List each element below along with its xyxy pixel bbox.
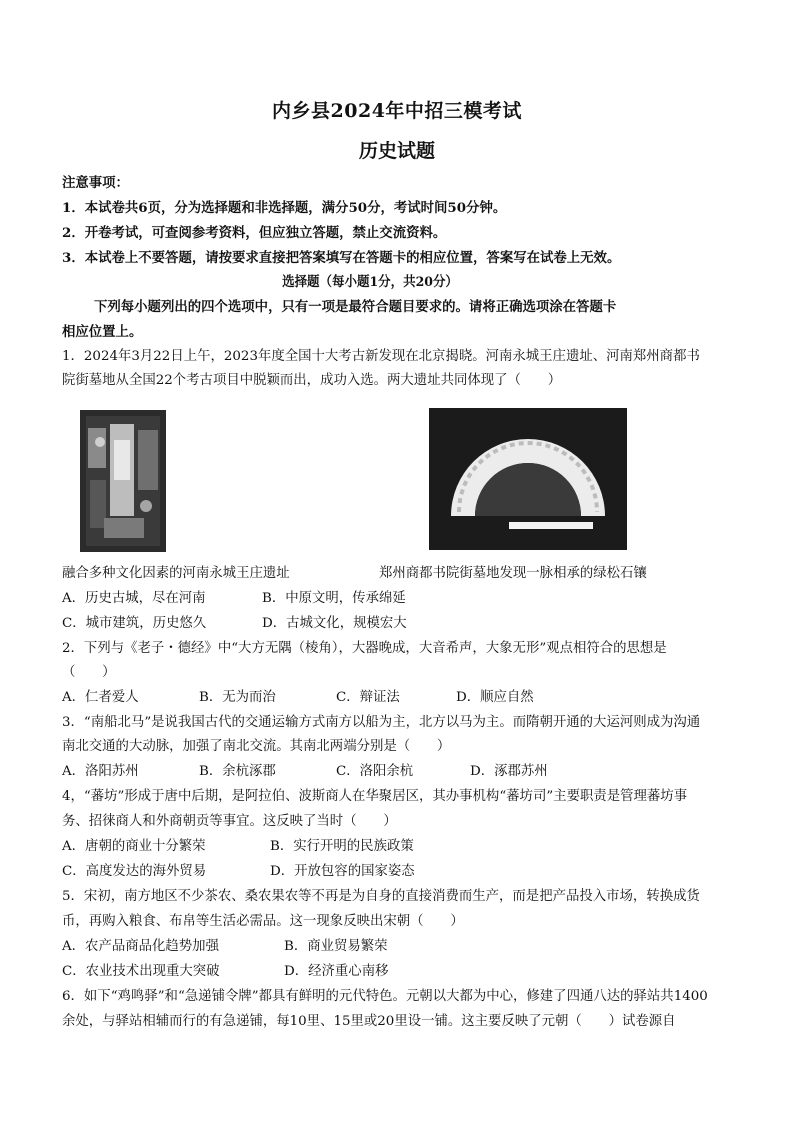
q2-option-d: D．顺应自然 (456, 690, 534, 705)
q1-stem-line1: 1．2024年3月22日上午，2023年度全国十大考古新发现在北京揭晓。河南永城王庄遗址、河南郑州商都书 (62, 349, 700, 364)
q1-stem-line2: 院街墓地从全国22个考古项目中脱颖而出，成功入选。两大遗址共同体现了（ ） (62, 373, 562, 388)
q1-option-b: B．中原文明，传承绵延 (262, 591, 406, 606)
q4-stem-line2: 务、招徕商人和外商朝贡等事宜。这反映了当时（ ） (62, 814, 397, 829)
q2-stem-line1: 2．下列与《老子・德经》中“大方无隅（棱角），大器晚成，大音希声，大象无形”观点相符合的思想是 (62, 641, 667, 656)
section-instruction-line1: 下列每小题列出的四个选项中，只有一项是最符合题目要求的。请将正确选项涂在答题卡 (94, 299, 617, 315)
q3-option-d: D．涿郡苏州 (470, 764, 548, 779)
q4-stem-line1: 4，“蕃坊”形成于唐中后期，是阿拉伯、波斯商人在华聚居区，其办事机构“蕃坊司”主要职责是管理蕃坊事 (62, 789, 688, 804)
q1-option-c: C．城市建筑，历史悠久 (62, 616, 207, 631)
section-instruction-line2: 相应位置上。 (62, 324, 143, 340)
q4-option-d: D．开放包容的国家姿态 (270, 864, 415, 879)
wangzhuang-site-photo (80, 410, 166, 552)
q5-option-b: B．商业贸易繁荣 (284, 939, 388, 954)
note-item-2: 2．开卷考试，可查阅参考资料，但应独立答题，禁止交流资料。 (62, 225, 447, 241)
q3-option-b: B．余杭涿郡 (199, 764, 276, 779)
q5-option-c: C．农业技术出现重大突破 (62, 964, 220, 979)
exam-title: 内乡县2024年中招三模考试 (272, 100, 522, 122)
q1-image2-caption: 郑州商都书院街墓地发现一脉相承的绿松石镶 (379, 566, 647, 581)
q1-option-a: A．历史古城，尽在河南 (62, 591, 206, 606)
note-item-3: 3．本试卷上不要答题，请按要求直接把答案填写在答题卡的相应位置，答案写在试卷上无效。 (62, 250, 621, 266)
turquoise-inlay-photo (429, 408, 627, 550)
q1-option-d: D．古城文化，规模宏大 (262, 616, 407, 631)
q2-option-a: A．仁者爱人 (62, 690, 139, 705)
q2-stem-line2: （ ） (62, 665, 116, 680)
q3-option-a: A．洛阳苏州 (62, 764, 139, 779)
q5-option-d: D．经济重心南移 (284, 964, 389, 979)
q5-stem-line1: 5．宋初，南方地区不少茶农、桑农果农等不再是为自身的直接消费而生产，而是把产品投入市场，转换成货 (62, 889, 700, 904)
q2-option-c: C．辩证法 (336, 690, 400, 705)
q3-option-c: C．洛阳余杭 (336, 764, 414, 779)
note-item-1: 1．本试卷共6页，分为选择题和非选择题，满分50分，考试时间50分钟。 (62, 200, 507, 216)
q5-option-a: A．农产品商品化趋势加强 (62, 939, 219, 954)
q6-stem-line2: 余处，与驿站相辅而行的有急递铺，每10里、15里或20里设一铺。这主要反映了元朝（ ）试卷源自 (62, 1014, 676, 1029)
q4-option-a: A．唐朝的商业十分繁荣 (62, 839, 206, 854)
notes-heading: 注意事项： (62, 175, 129, 191)
q2-option-b: B．无为而治 (199, 690, 276, 705)
section-title: 选择题（每小题1分，共20分） (282, 274, 458, 290)
q4-option-c: C．高度发达的海外贸易 (62, 864, 207, 879)
q3-stem-line1: 3．“南船北马”是说我国古代的交通运输方式南方以船为主，北方以马为主。而隋朝开通的大运河则成为沟通 (62, 715, 701, 730)
exam-subtitle: 历史试题 (358, 140, 435, 162)
q4-option-b: B．实行开明的民族政策 (270, 839, 414, 854)
q1-image1-caption: 融合多种文化因素的河南永城王庄遗址 (62, 566, 290, 581)
q6-stem-line1: 6．如下“鸡鸣驿”和“急递铺令牌”都具有鲜明的元代特色。元朝以大都为中心，修建了四通八达的驿站共1400 (62, 989, 708, 1004)
q5-stem-line2: 币，再购入粮食、布帛等生活必需品。这一现象反映出宋朝（ ） (62, 914, 464, 929)
q3-stem-line2: 南北交通的大动脉，加强了南北交流。其南北两端分别是（ ） (62, 739, 451, 754)
